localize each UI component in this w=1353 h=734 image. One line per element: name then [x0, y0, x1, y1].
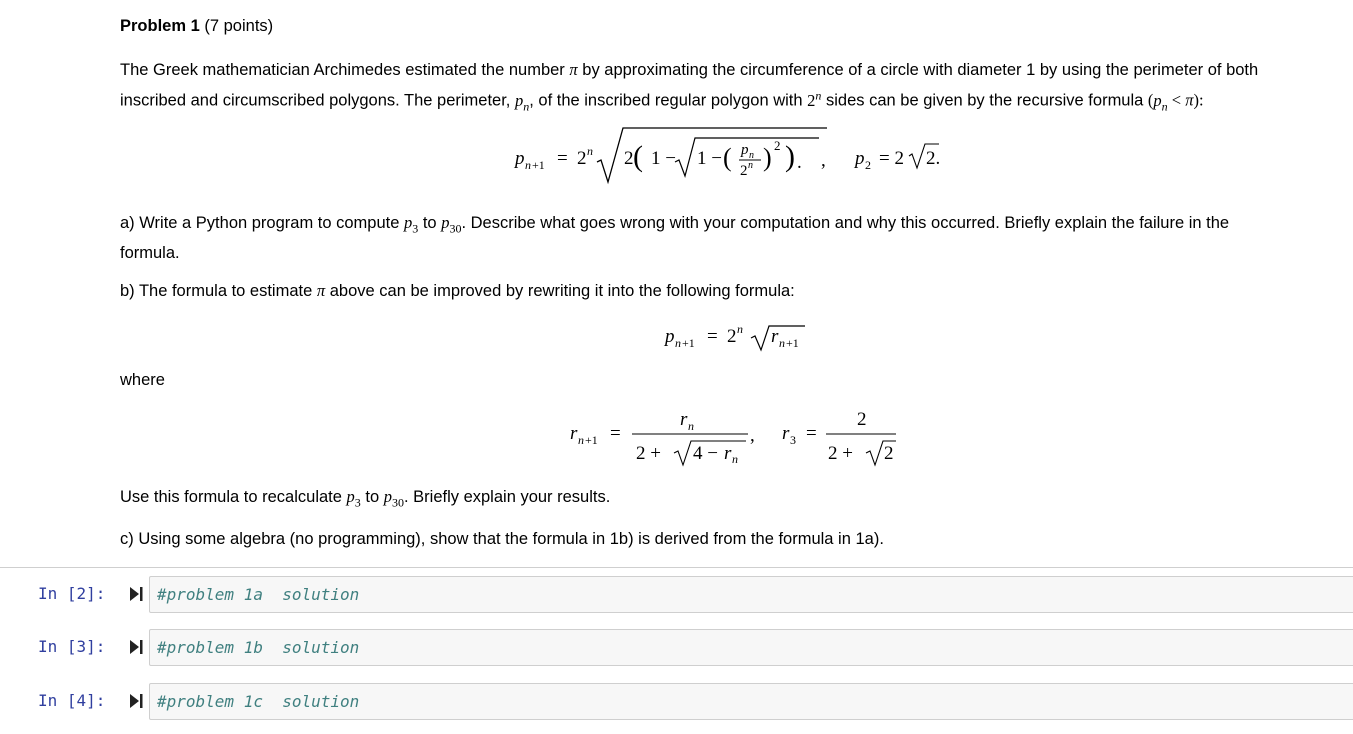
svg-text:r: r: [724, 443, 732, 464]
svg-text:2: 2: [865, 158, 871, 172]
svg-text:2: 2: [624, 148, 634, 169]
p30-symbol: $p_{30}$: [441, 213, 462, 236]
svg-text:,: ,: [750, 425, 755, 446]
intro-text: sides can be given by the recursive formula: [826, 91, 1144, 110]
markdown-cell-divider: [0, 567, 1353, 568]
pi-symbol: π: [316, 281, 326, 300]
problem-heading: [120, 14, 1340, 39]
svg-text:2: 2: [774, 138, 781, 153]
svg-text:): ): [763, 143, 772, 172]
svg-text:4 −: 4 −: [693, 443, 718, 464]
svg-text:p: p: [741, 142, 749, 158]
intro-text: inscribed and circumscribed polygons. The perimeter,: [120, 91, 511, 110]
svg-text:n: n: [737, 322, 743, 336]
improved-formula: [665, 318, 815, 358]
svg-text:1 −: 1 −: [651, 148, 676, 169]
problem-points: (7 points): [204, 17, 274, 35]
svg-text:n: n: [688, 419, 694, 433]
part-b-text: above can be improved by rewriting it into the following formula:: [329, 282, 795, 300]
svg-text:+1: +1: [786, 336, 799, 350]
formula-1-svg: [515, 120, 965, 200]
cell-prompt: In [4]:: [38, 691, 106, 710]
svg-text:2.: 2.: [926, 148, 941, 169]
part-a-text: a) Write a Python program to compute: [120, 214, 400, 232]
svg-text:2: 2: [857, 409, 867, 430]
part-a-text: . Describe what goes wrong with your computation and why this occurred. Briefly explain the failure in the: [461, 214, 1230, 232]
run-cell-icon[interactable]: [128, 692, 144, 710]
pi-symbol: π: [569, 60, 578, 79]
formula-3-svg: [570, 403, 910, 473]
problem-title: Problem 1: [120, 17, 200, 35]
two-power-n: 2$^n$: [807, 88, 822, 110]
svg-text:2 +: 2 +: [636, 443, 661, 464]
svg-text:n: n: [732, 452, 738, 466]
svg-text:1 −: 1 −: [697, 148, 722, 169]
use-formula-paragraph: [120, 484, 1340, 515]
svg-text:2: 2: [727, 326, 737, 347]
pn-less-pi: $(p_n < \pi)$:: [1147, 90, 1204, 113]
svg-text:p: p: [855, 148, 865, 169]
svg-text:r: r: [570, 423, 578, 444]
part-a-text: to: [422, 214, 437, 232]
svg-text:p: p: [665, 326, 675, 347]
p30-symbol: $p_{30}$: [383, 487, 404, 510]
svg-text:r: r: [771, 326, 779, 347]
part-a-text: formula.: [120, 244, 180, 263]
intro-text: , of the inscribed regular polygon with: [529, 91, 803, 110]
code-comment: #problem 1c solution: [157, 692, 360, 711]
use-text: to: [365, 488, 380, 506]
svg-text:=: =: [610, 423, 621, 444]
svg-text:n: n: [749, 150, 754, 161]
svg-text:n: n: [587, 144, 593, 158]
use-text: Use this formula to recalculate: [120, 488, 342, 506]
svg-text:n: n: [525, 158, 531, 172]
code-comment: #problem 1a solution: [157, 585, 360, 604]
svg-text:n: n: [779, 336, 785, 350]
svg-text:2: 2: [884, 443, 894, 464]
svg-text:2: 2: [740, 163, 748, 179]
run-cell-icon[interactable]: [128, 638, 144, 656]
part-a-paragraph: [120, 210, 1340, 266]
svg-text:(: (: [723, 143, 732, 172]
p3-symbol: $p_3$: [346, 487, 361, 510]
svg-text:r: r: [680, 409, 688, 430]
svg-text:n: n: [578, 433, 584, 447]
cell-prompt: In [3]:: [38, 637, 106, 656]
intro-text: The Greek mathematician Archimedes estimated the number: [120, 61, 565, 79]
svg-text:3: 3: [790, 433, 796, 447]
svg-text:+1: +1: [532, 158, 545, 172]
svg-text:2 +: 2 +: [828, 443, 853, 464]
pn-symbol: $p_n$: [514, 90, 530, 113]
svg-text:= 2: = 2: [879, 148, 904, 169]
where-text: where: [120, 371, 165, 389]
svg-text:): ): [785, 140, 795, 173]
intro-text: by approximating the circumference of a circle with diameter 1 by using the perimeter of both: [582, 61, 1259, 79]
svg-text:2: 2: [577, 148, 587, 169]
svg-text:=: =: [707, 326, 718, 347]
svg-text:=: =: [806, 423, 817, 444]
svg-text:n: n: [748, 160, 753, 171]
svg-text:=: =: [557, 148, 568, 169]
svg-text:r: r: [782, 423, 790, 444]
svg-text:.: .: [797, 152, 802, 173]
svg-text:,: ,: [821, 150, 826, 171]
part-b-text: b) The formula to estimate: [120, 282, 313, 300]
svg-text:(: (: [633, 140, 643, 173]
svg-text:p: p: [515, 148, 525, 169]
code-comment: #problem 1b solution: [157, 638, 360, 657]
recursive-formula-1: [515, 120, 965, 200]
part-b-paragraph: [120, 278, 1340, 304]
r-recursion-formula: [570, 403, 910, 473]
formula-2-svg: [665, 318, 815, 358]
run-cell-icon[interactable]: [128, 585, 144, 603]
svg-text:n: n: [675, 336, 681, 350]
code-input[interactable]: [149, 576, 1353, 613]
code-input[interactable]: [149, 629, 1353, 666]
svg-text:+1: +1: [585, 433, 598, 447]
svg-text:+1: +1: [682, 336, 695, 350]
code-input[interactable]: [149, 683, 1353, 720]
intro-paragraph: [120, 57, 1340, 119]
p3-symbol: $p_3$: [404, 213, 419, 236]
use-text: . Briefly explain your results.: [403, 488, 611, 506]
cell-prompt: In [2]:: [38, 584, 106, 603]
part-c-paragraph: c) Using some algebra (no programming), show that the formula in 1b) is derived from the formula in 1a).: [120, 530, 884, 548]
